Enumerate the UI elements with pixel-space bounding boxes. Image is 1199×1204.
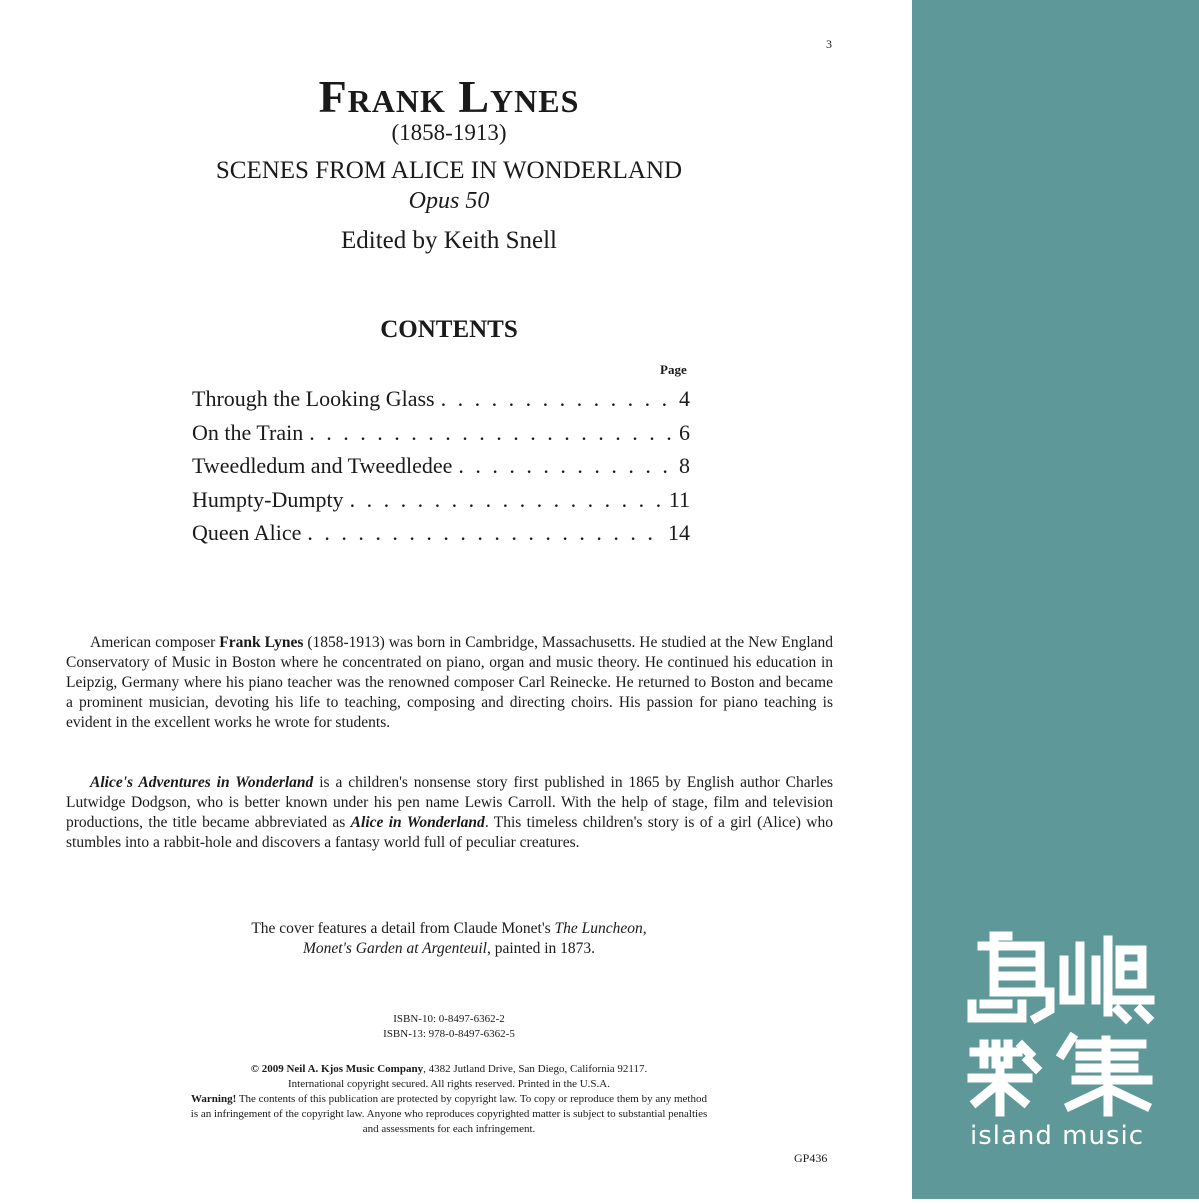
short-title: Alice in Wonderland xyxy=(350,814,485,831)
story-description xyxy=(66,773,833,853)
composer-name: Frank Lynes xyxy=(318,71,580,122)
panel-background xyxy=(912,0,1199,1199)
isbn-13: ISBN-13: 978-0-8497-6362-5 xyxy=(383,1028,515,1040)
opus-number: Opus 50 xyxy=(408,188,490,214)
toc-entry-page: 4 xyxy=(679,386,690,411)
toc-entry-page: 6 xyxy=(679,419,690,445)
warning-text-1: The contents of this publication are protected by copyright law. To copy or reproduce them by any method xyxy=(236,1093,707,1105)
toc-entry-page: 14 xyxy=(668,520,690,545)
toc-entry-page: 8 xyxy=(679,453,690,478)
editor-credit: Edited by Keith Snell xyxy=(341,227,557,254)
painting-title-2: Monet's Garden at Argenteuil xyxy=(302,940,487,957)
about-text-2: . This timeless children's story is of a girl (Alice) who stumbles into a rabbit-hole and discovers a fantasy world full of peculiar creatures. xyxy=(66,814,834,851)
toc-entry-title: Tweedledum and Tweedledee xyxy=(192,453,453,478)
work-title: SCENES FROM ALICE IN WONDERLAND xyxy=(215,157,683,184)
toc-entry xyxy=(192,520,690,554)
copyright-holder: © 2009 Neil A. Kjos Music Company xyxy=(250,1063,424,1075)
warning-text-3: and assessments for each infringement. xyxy=(362,1123,536,1135)
toc-entry-title: Humpty-Dumpty xyxy=(192,486,344,512)
cover-text-1: The cover features a detail from Claude Monet's xyxy=(251,920,555,937)
contents-heading: CONTENTS xyxy=(380,316,518,343)
table-of-contents xyxy=(192,386,690,554)
isbn-10: ISBN-10: 0-8497-6362-2 xyxy=(393,1013,505,1025)
rights-statement: International copyright secured. All rights reserved. Printed in the U.S.A. xyxy=(288,1078,610,1090)
bio-lead: American composer xyxy=(90,634,220,651)
page-number: 3 xyxy=(826,37,832,51)
cover-note xyxy=(0,919,898,959)
toc-entry-title: Through the Looking Glass xyxy=(192,386,435,411)
dot-leader xyxy=(307,520,662,546)
dot-leader xyxy=(309,420,673,446)
brand-logo xyxy=(912,0,1199,1199)
toc-entry xyxy=(192,420,690,454)
painting-title-1: The Luncheon, xyxy=(554,920,647,937)
brand-panel xyxy=(912,0,1199,1199)
cover-text-2: , painted in 1873. xyxy=(486,940,596,957)
toc-entry-page: 11 xyxy=(668,486,690,512)
isbn-block xyxy=(0,1012,898,1042)
copyright-address: , 4382 Jutland Drive, San Diego, California 92117. xyxy=(423,1063,648,1075)
legal-notice xyxy=(0,1062,898,1137)
composer-biography xyxy=(66,633,833,733)
about-text-1: is a children's nonsense story first published in 1865 by English author Charles Lutwidge Dodgson, who is better known under his pen name Lewis Carroll. With the help of stage, film and television productions, the title became abbreviated as xyxy=(66,774,833,831)
composer-dates: (1858-1913) xyxy=(391,120,507,145)
bio-composer-name: Frank Lynes xyxy=(219,634,304,651)
page-column-label: Page xyxy=(660,362,687,377)
toc-entry-title: Queen Alice xyxy=(192,520,302,545)
dot-leader xyxy=(458,453,673,479)
bio-text: (1858-1913) was born in Cambridge, Massachusetts. He studied at the New England Conservatory of Music in Boston where he concentrated on piano, organ and music theory. He continued his education in Leipzig, Germany where his piano teacher was the renowned composer Carl Reinecke. He returned to Boston and became a prominent musician, devoting his life to teaching, composing and directing choirs. His passion for piano teaching is evident in the excellent works he wrote for students. xyxy=(66,634,833,731)
dot-leader xyxy=(350,487,663,513)
brand-name: island music xyxy=(970,1121,1145,1151)
toc-entry xyxy=(192,386,690,420)
warning-label: Warning! xyxy=(191,1093,237,1105)
catalog-number: GP436 xyxy=(794,1151,828,1165)
toc-entry xyxy=(192,453,690,487)
toc-entry-title: On the Train xyxy=(192,419,304,445)
toc-entry xyxy=(192,487,690,521)
book-title: Alice's Adventures in Wonderland xyxy=(90,774,314,791)
warning-text-2: is an infringement of the copyright law. Anyone who reproduces copyrighted matter is subject to substantial penalties xyxy=(190,1108,708,1120)
dot-leader xyxy=(441,386,673,412)
